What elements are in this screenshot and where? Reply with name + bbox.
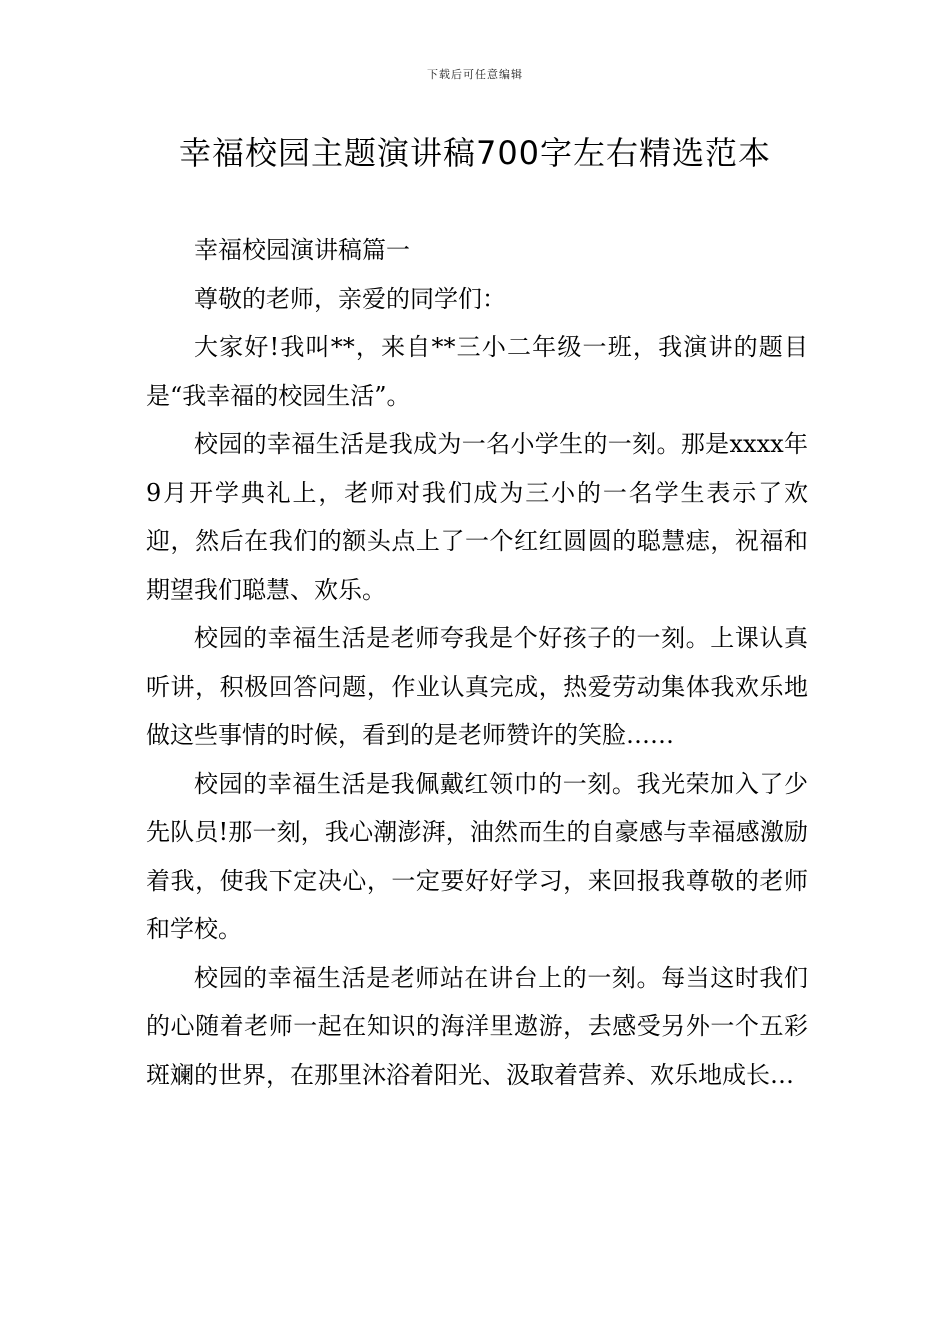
paragraph: 校园的幸福生活是老师夸我是个好孩子的一刻。上课认真听讲，积极回答问题，作业认真完成，热爱劳动集体我欢乐地做这些事情的时候，看到的是老师赞许的笑脸…… xyxy=(146,624,808,749)
paragraph: 校园的幸福生活是我佩戴红领巾的一刻。我光荣加入了少先队员!那一刻，我心潮澎湃，油然而生的自豪感与幸福感激励着我，使我下定决心，一定要好好学习，来回报我尊敬的老师和学校。 xyxy=(146,769,808,943)
paragraph-subtitle: 幸福校园演讲稿篇一 xyxy=(194,236,410,264)
document-body xyxy=(146,226,808,1099)
paragraph-salutation: 尊敬的老师，亲爱的同学们： xyxy=(194,284,506,313)
paragraph: 大家好!我叫**，来自**三小二年级一班，我演讲的题目是“我幸福的校园生活”。 xyxy=(146,333,808,410)
header-note: 下载后可任意编辑 xyxy=(427,68,523,81)
document-title: 幸福校园主题演讲稿700字左右精选范本 xyxy=(178,134,772,172)
paragraph: 校园的幸福生活是老师站在讲台上的一刻。每当这时我们的心随着老师一起在知识的海洋里遨游，去感受另外一个五彩斑斓的世界，在那里沐浴着阳光、汲取着营养、欢乐地成长… xyxy=(146,963,808,1089)
paragraph: 校园的幸福生活是我成为一名小学生的一刻。那是xxxx年9月开学典礼上，老师对我们成为三小的一名学生表示了欢迎，然后在我们的额头点上了一个红红圆圆的聪慧痣，祝福和期望我们聪慧、欢乐。 xyxy=(146,430,808,604)
